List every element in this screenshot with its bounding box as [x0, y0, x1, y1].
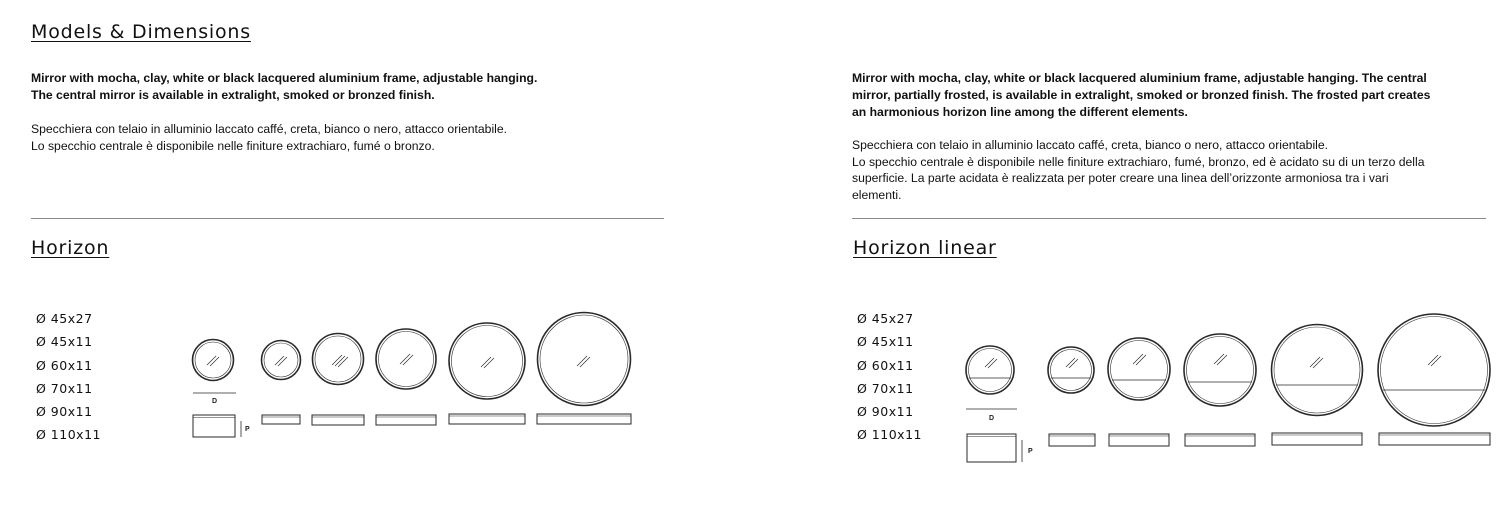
mirror-drawing-linear-45x11: [1048, 347, 1094, 393]
mirror-drawing-110x11: [538, 313, 631, 406]
description-en-line: mirror, partially frosted, is available in extralight, smoked or bronzed finish. The frosted part creates: [852, 88, 1431, 102]
description-en-line: Mirror with mocha, clay, white or black lacquered aluminium frame, adjustable hanging.: [31, 71, 538, 85]
side-profiles: [193, 414, 631, 437]
size-item: Ø 90x11: [857, 404, 914, 420]
dimension-label-d: D: [989, 415, 995, 422]
description-it-line: elementi.: [852, 187, 902, 202]
mirror-drawing-70x11: [376, 329, 436, 389]
description-it-line: superficie. La parte acidata è realizzata per poter creare una linea dell’orizzonte armoniosa tra i vari: [852, 171, 1389, 185]
size-item: Ø 60x11: [857, 357, 914, 373]
size-item: Ø 45x27: [36, 311, 93, 326]
product-title-horizon: Horizon: [31, 237, 110, 259]
mirror-drawing-linear-60x11: [1108, 338, 1170, 400]
product-title-horizon-linear: Horizon linear: [853, 237, 997, 259]
dimension-label-d: D: [212, 398, 218, 405]
size-item: Ø 90x11: [36, 404, 93, 420]
size-item: Ø 110x11: [857, 427, 922, 443]
mirror-drawing-linear-45x27: [966, 346, 1014, 394]
side-profiles: [967, 433, 1490, 462]
size-item: Ø 60x11: [36, 357, 93, 373]
dimension-label-p: P: [1028, 448, 1033, 455]
mirror-drawing-linear-70x11: [1184, 334, 1256, 406]
description-it-line: Specchiera con telaio in alluminio laccato caffé, creta, bianco o nero, attacco orientabile.: [852, 138, 1329, 152]
description-it-line: Specchiera con telaio in alluminio laccato caffé, creta, bianco o nero, attacco orientabile.: [31, 122, 508, 136]
description-it-line: Lo specchio centrale è disponibile nelle finiture extrachiaro, fumé o bronzo.: [31, 138, 435, 153]
size-item: Ø 70x11: [857, 380, 914, 396]
mirror-drawing-60x11: [313, 334, 364, 385]
mirror-drawing-90x11: [449, 323, 525, 399]
description-it-line: Lo specchio centrale è disponibile nelle finiture extrachiaro, fumé, bronzo, ed è acidato su di un terzo della: [852, 154, 1425, 169]
size-item: Ø 45x11: [857, 334, 914, 350]
size-item: Ø 110x11: [36, 427, 101, 443]
description-en-line: an harmonious horizon line among the different elements.: [852, 105, 1188, 119]
mirror-drawing-linear-110x11: [1378, 314, 1490, 426]
size-item: Ø 45x11: [36, 334, 93, 350]
section-title: Models & Dimensions: [31, 21, 251, 43]
mirror-drawing-45x11: [262, 341, 301, 380]
size-item: Ø 70x11: [36, 380, 93, 396]
mirror-drawing-45x27: [193, 340, 234, 381]
mirror-drawing-linear-90x11: [1272, 325, 1363, 416]
size-item: Ø 45x27: [857, 311, 914, 326]
dimension-label-p: P: [245, 426, 250, 433]
description-en-line: The central mirror is available in extralight, smoked or bronzed finish.: [31, 88, 435, 102]
description-en-line: Mirror with mocha, clay, white or black lacquered aluminium frame, adjustable hanging. The central: [852, 71, 1427, 85]
